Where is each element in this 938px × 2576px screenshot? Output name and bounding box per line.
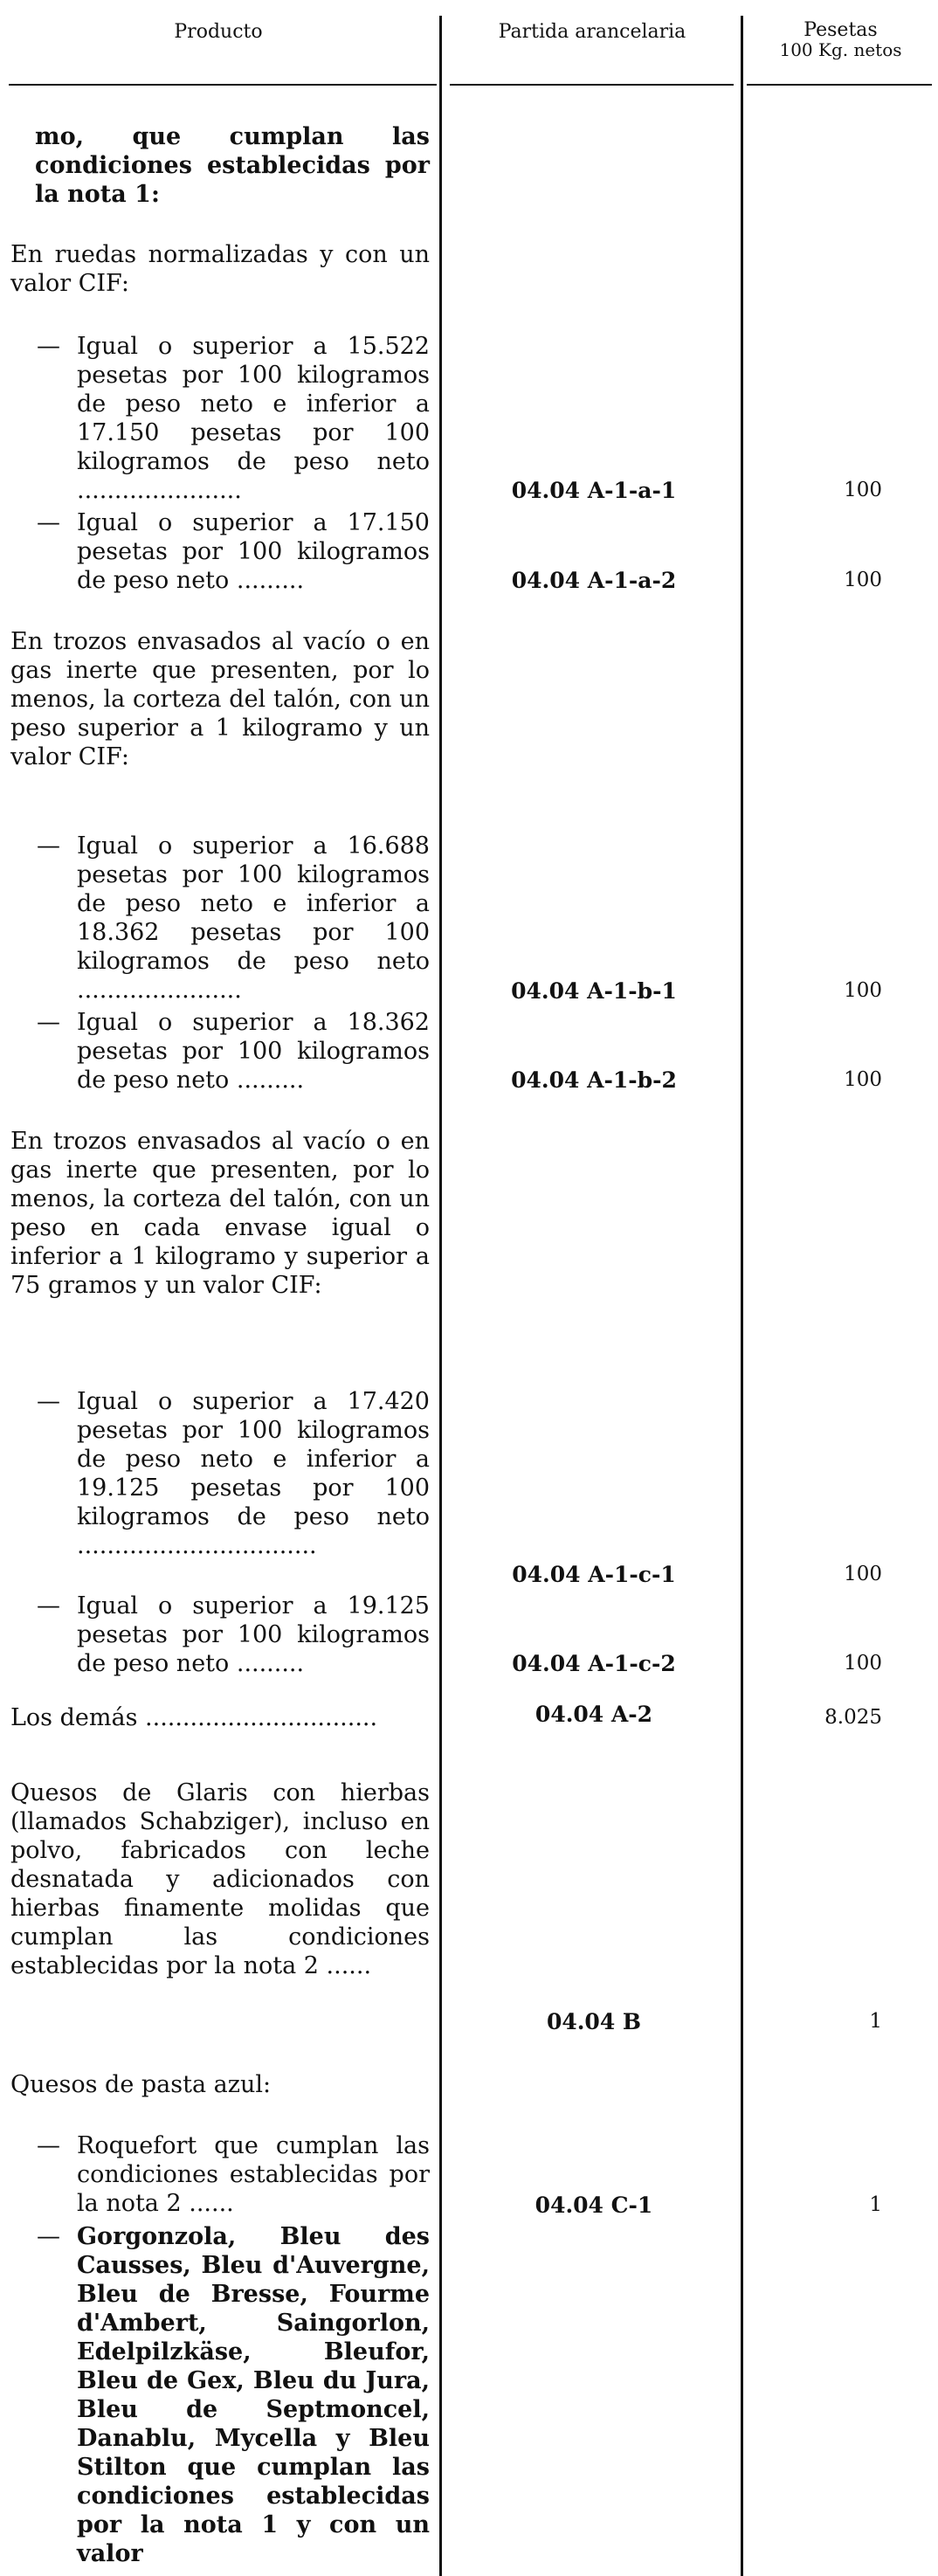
entry-text: Gorgonzola, Bleu des Causses, Bleu d'Auvergne, Bleu de Bresse, Fourme d'Ambert, Saingorlon, Edelpilzkäse, Bleufor, Bleu de Gex, Bleu du Jura, Bleu de Septmoncel, Danablu, Mycella y Bleu Stilton que cumplan las condiciones establecidas por la nota 1 y con un valor: [77, 2223, 430, 2567]
entry-text: Igual o superior a 16.688 pesetas por 100 kilogramos de peso neto e inferior a 18.362 pesetas por 100 kilogramos de peso neto ......................: [77, 832, 430, 1004]
header-rule-pesetas: [747, 84, 932, 86]
dash-marker: —: [37, 1592, 60, 1619]
dash-marker: —: [37, 333, 60, 360]
tariff-code: 04.04 B: [546, 2009, 642, 2034]
column-divider-left: [439, 16, 442, 2576]
column-header-producto: Producto: [174, 21, 263, 43]
column-header-partida: Partida arancelaria: [498, 21, 686, 43]
pesetas-label: Pesetas: [804, 19, 878, 41]
dash-marker: —: [37, 2132, 60, 2159]
pesetas-unit-label: 100 Kg. netos: [779, 39, 902, 60]
entry-text: Igual o superior a 19.125 pesetas por 100 kilogramos de peso neto .........: [77, 1592, 430, 1677]
entry-text: Roquefort que cumplan las condiciones establecidas por la nota 2 ......: [77, 2132, 430, 2217]
tariff-code: 04.04 A-1-b-2: [511, 1067, 677, 1093]
entry-text: Igual o superior a 17.150 pesetas por 100 kilogramos de peso neto .........: [77, 509, 430, 594]
duty-rate: 100: [844, 479, 882, 501]
entry-text: Igual o superior a 15.522 pesetas por 100 kilogramos de peso neto e inferior a 17.150 pesetas por 100 kilogramos de peso neto ......................: [77, 333, 430, 504]
duty-rate: 100: [844, 979, 882, 1002]
duty-rate: 100: [844, 569, 882, 591]
dash-marker: —: [37, 832, 60, 860]
entry-text: En trozos envasados al vacío o en gas inerte que presenten, por lo menos, la corteza del talón, con un peso en cada envase igual o inferior a 1 kilogramo y superior a 75 gramos y un valor CIF:: [10, 1128, 430, 1299]
tariff-code: 04.04 A-1-a-1: [511, 478, 677, 503]
header-rule-partida: [450, 84, 734, 86]
header-rule-producto: [9, 84, 437, 86]
duty-rate: 1: [869, 2010, 882, 2033]
tariff-code: 04.04 A-2: [535, 1702, 653, 1727]
tariff-code: 04.04 C-1: [535, 2193, 653, 2218]
dash-marker: —: [37, 1009, 60, 1036]
dash-marker: —: [37, 1388, 60, 1415]
entry-text: En ruedas normalizadas y con un valor CIF:: [10, 241, 430, 297]
column-header-pesetas: [747, 21, 935, 59]
entry-text: mo, que cumplan las condiciones establecidas por la nota 1:: [35, 123, 430, 208]
entry-text: Quesos de Glaris con hierbas (llamados Schabziger), incluso en polvo, fabricados con leche desnatada y adicionados con hierbas finamente molidas que cumplan las condiciones establecidas por la nota 2 ......: [10, 1779, 430, 1979]
duty-rate: 100: [844, 1563, 882, 1585]
tariff-code: 04.04 A-1-c-2: [512, 1651, 676, 1676]
entry-text: Igual o superior a 18.362 pesetas por 100 kilogramos de peso neto .........: [77, 1009, 430, 1094]
duty-rate: 1: [869, 2193, 882, 2216]
entry-text: Quesos de pasta azul:: [10, 2071, 272, 2098]
entry-text: Igual o superior a 17.420 pesetas por 100 kilogramos de peso neto e inferior a 19.125 pesetas por 100 kilogramos de peso neto ................................: [77, 1388, 430, 1559]
entry-heading: [10, 240, 430, 298]
entry-text: Los demás ...............................: [10, 1704, 378, 1731]
column-divider-right: [741, 16, 743, 2576]
duty-rate: 100: [844, 1068, 882, 1091]
tariff-code: 04.04 A-1-c-1: [512, 1562, 676, 1587]
duty-rate: 8.025: [824, 1706, 882, 1729]
dash-marker: —: [37, 509, 60, 536]
tariff-code: 04.04 A-1-b-1: [511, 978, 677, 1004]
duty-rate: 100: [844, 1652, 882, 1675]
entry-text: En trozos envasados al vacío o en gas inerte que presenten, por lo menos, la corteza del talón, con un peso superior a 1 kilogramo y un valor CIF:: [10, 628, 430, 770]
dash-marker: —: [37, 2223, 60, 2250]
tariff-code: 04.04 A-1-a-2: [511, 568, 677, 593]
